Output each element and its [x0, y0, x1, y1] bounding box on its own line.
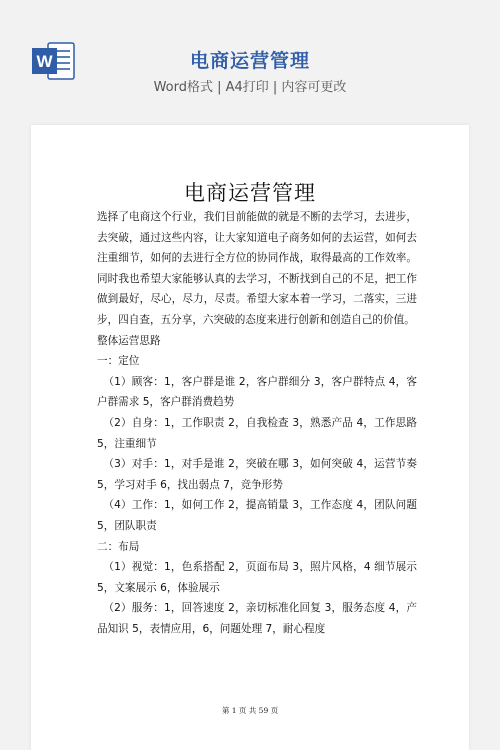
word-logo-letter: W — [36, 52, 53, 71]
intro-paragraph: 选择了电商这个行业，我们目前能做的就是不断的去学习，去进步，去突破，通过这些内容，让大家知道电子商务如何的去运营，如何去注重细节，如何的去进行全方位的协同作战，取得最高的工作效率。同时我也希望大家能够认真的去学习，不断找到自己的不足，把工作做到最好，尽心，尽力，尽责。希望大家本着一学习，二落实，三进步，四自查，五分享，六突破的态度来进行创新和创造自己的价值。 — [97, 211, 417, 326]
subsection-heading: 一：定位 — [97, 355, 140, 368]
page-footer: 第 1 页 共 59 页 — [221, 706, 279, 715]
document-title: 电商运营管理 — [184, 181, 316, 205]
section-heading: 整体运营思路 — [97, 334, 161, 347]
list-item: （1）顾客：1，客户群是谁 2，客户群细分 3，客户群特点 4，客户群需求 5，客户群消费趋势 — [97, 375, 417, 409]
banner-title: 电商运营管理 — [189, 50, 310, 72]
document-page — [31, 125, 469, 750]
list-item: （3）对手：1，对手是谁 2，突破在哪 3，如何突破 4，运营节奏 5，学习对手 6，找出弱点 7，竞争形势 — [97, 458, 417, 491]
document-body — [97, 207, 417, 639]
list-item: （2）自身：1，工作职责 2，自我检查 3，熟悉产品 4，工作思路 5，注重细节 — [97, 416, 417, 450]
list-item: （2）服务：1，回答速度 2，亲切标准化回复 3，服务态度 4，产品知识 5，表情应用，6，问题处理 7，耐心程度 — [97, 602, 417, 635]
banner-subtitle: Word格式 | A4打印 | 内容可更改 — [153, 80, 347, 95]
banner — [0, 0, 500, 125]
subsection-heading: 二：布局 — [97, 540, 140, 553]
list-item: （4）工作：1，如何工作 2，提高销量 3，工作态度 4，团队问题 5，团队职责 — [97, 499, 417, 532]
list-item: （1）视觉：1，色系搭配 2，页面布局 3，照片风格，4 细节展示 5，文案展示 6，体验展示 — [97, 561, 417, 594]
